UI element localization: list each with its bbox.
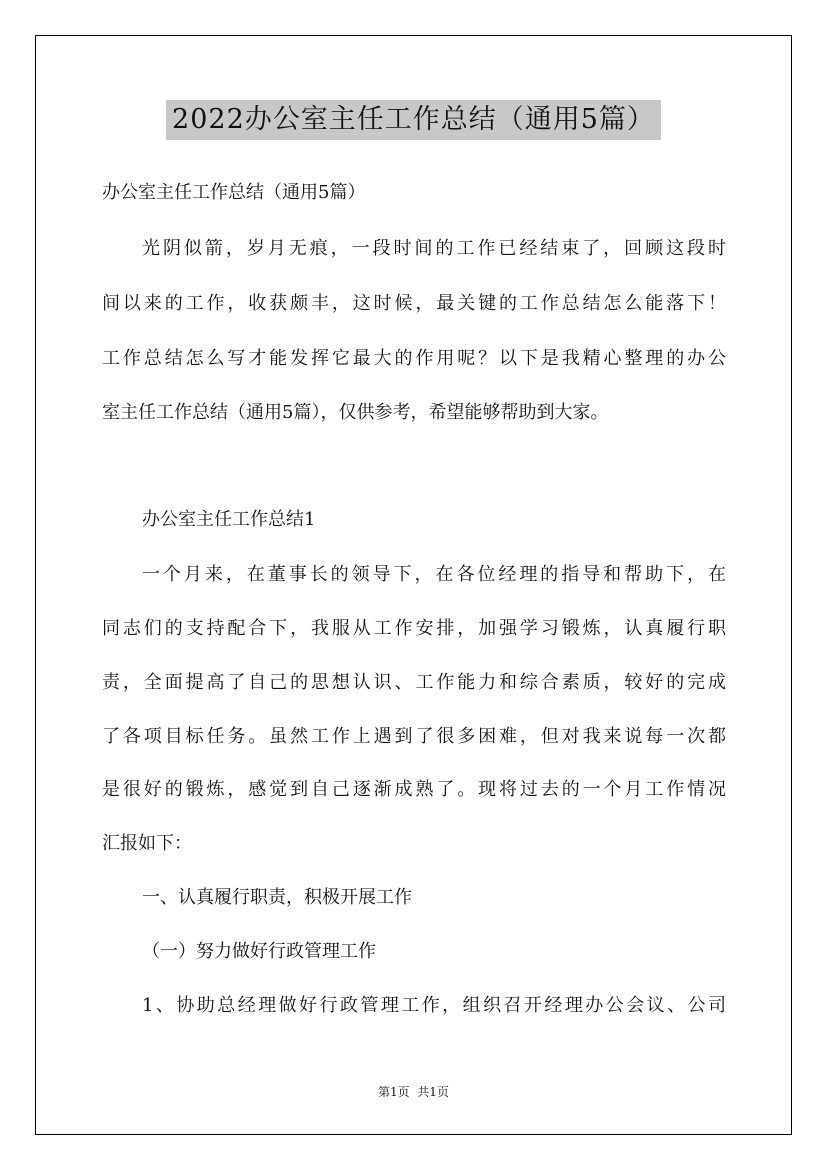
paragraph-line: 责，全面提高了自己的思想认识、工作能力和综合素质，较好的完成 (102, 672, 726, 693)
paragraph-line: 室主任工作总结（通用5篇），仅供参考，希望能够帮助到大家。 (102, 402, 609, 423)
list-item-line: 1、协助总经理做好行政管理工作，组织召开经理办公会议、公司 (142, 995, 726, 1016)
paragraph-line: 了各项目标任务。虽然工作上遇到了很多困难，但对我来说每一次都 (102, 726, 726, 747)
heading-level-2: （一）努力做好行政管理工作 (142, 941, 376, 962)
title-container (0, 100, 827, 140)
paragraph-line: 是很好的锻炼，感觉到自己逐渐成熟了。现将过去的一个月工作情况 (102, 779, 726, 800)
heading-level-1: 一、认真履行职责，积极开展工作 (142, 887, 412, 908)
section-heading: 办公室主任工作总结1 (142, 509, 316, 530)
paragraph-line: 间以来的工作，收获颇丰，这时候，最关键的工作总结怎么能落下！ (102, 293, 726, 314)
paragraph-line: 一个月来，在董事长的领导下，在各位经理的指导和帮助下，在 (142, 564, 726, 585)
paragraph-line: 同志们的支持配合下，我服从工作安排，加强学习锻炼，认真履行职 (102, 618, 726, 639)
subtitle-line: 办公室主任工作总结（通用5篇） (102, 182, 366, 203)
paragraph-line: 汇报如下： (102, 833, 192, 854)
paragraph-line: 光阴似箭，岁月无痕，一段时间的工作已经结束了，回顾这段时 (142, 238, 726, 259)
paragraph-line: 工作总结怎么写才能发挥它最大的作用呢？以下是我精心整理的办公 (102, 348, 726, 369)
document-title: 2022办公室主任工作总结（通用5篇） (166, 100, 661, 140)
page-number-footer: 第1页 共1页 (378, 1085, 449, 1099)
